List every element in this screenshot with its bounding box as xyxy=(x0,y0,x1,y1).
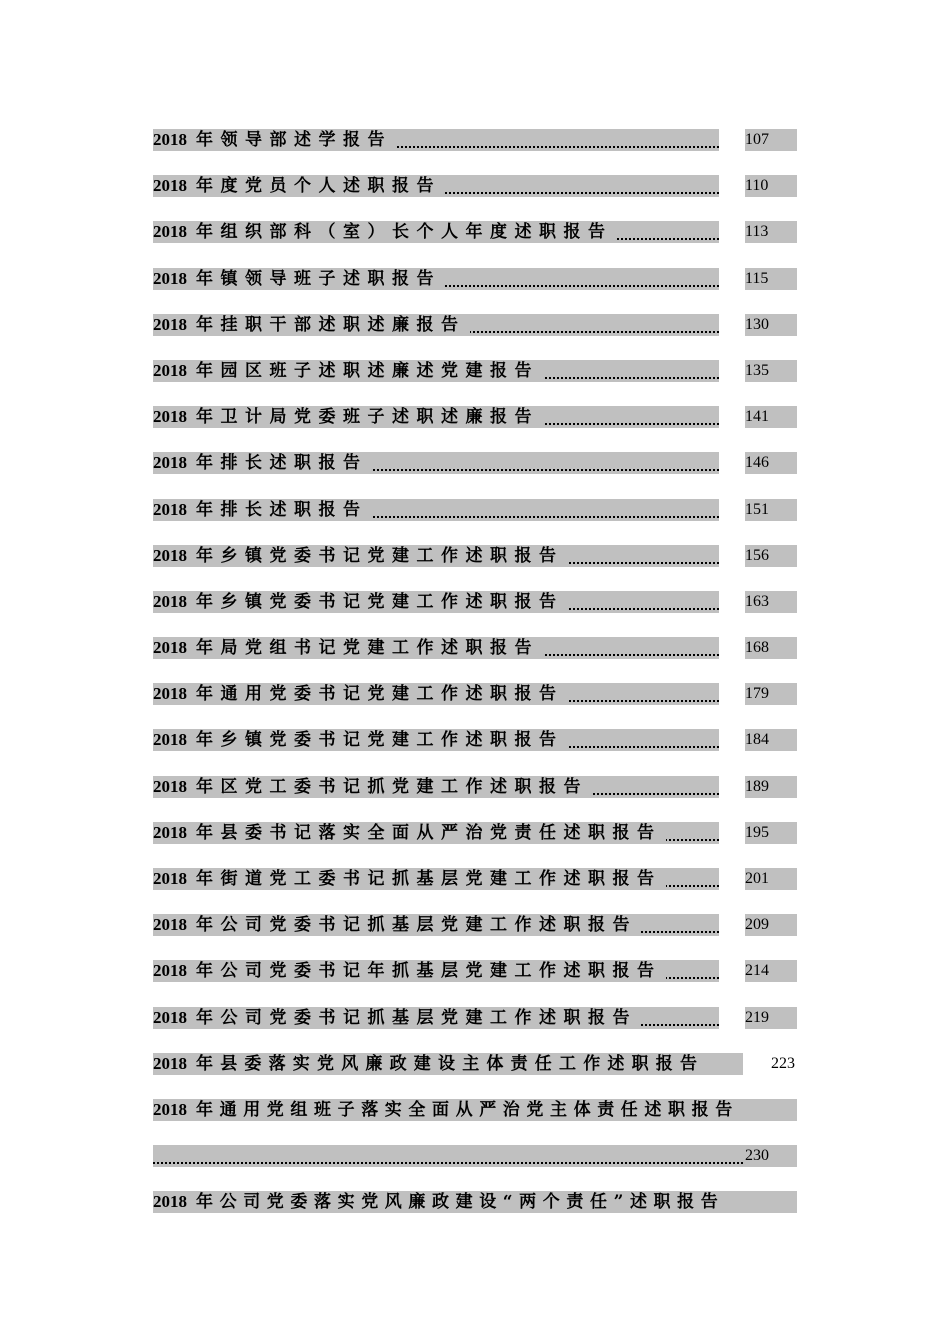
toc-entry-page: 146 xyxy=(745,452,797,474)
toc-entry-title xyxy=(153,129,396,151)
toc-entry-text: 年乡镇党委书记党建工作述职报告 xyxy=(196,730,564,751)
toc-entry-title xyxy=(153,1007,641,1029)
toc-entry-page: 110 xyxy=(745,175,797,197)
toc-entry-text: 年乡镇党委书记党建工作述职报告 xyxy=(196,591,564,612)
toc-entry-year: 2018 xyxy=(153,545,187,565)
toc-entry-page: 219 xyxy=(745,1007,797,1029)
toc-entry[interactable] xyxy=(153,1186,797,1232)
toc-entry-page: 107 xyxy=(745,129,797,151)
table-of-contents xyxy=(153,124,797,1233)
toc-entry[interactable] xyxy=(153,632,797,678)
toc-entry-title xyxy=(153,406,543,428)
toc-entry-text: 年镇领导班子述职报告 xyxy=(196,268,441,289)
toc-entry[interactable] xyxy=(153,1002,797,1048)
toc-entry-text: 年组织部科（室）长个人年度述职报告 xyxy=(196,222,613,243)
toc-leader-dots xyxy=(153,1148,743,1164)
toc-entry-year: 2018 xyxy=(153,222,187,242)
toc-entry-title xyxy=(153,221,617,243)
toc-entry-text: 年卫计局党委班子述职述廉报告 xyxy=(196,407,539,428)
toc-entry-title xyxy=(153,545,568,567)
toc-entry-text: 年区党工委书记抓党建工作述职报告 xyxy=(196,776,588,797)
toc-entry-title xyxy=(153,914,641,936)
toc-entry-text: 年局党组书记党建工作述职报告 xyxy=(196,638,539,659)
toc-entry-page: 184 xyxy=(745,729,797,751)
toc-entry-page: 195 xyxy=(745,822,797,844)
toc-entry-page: 209 xyxy=(745,914,797,936)
toc-entry-text: 年县委落实党风廉政建设主体责任工作述职报告 xyxy=(196,1053,705,1074)
toc-entry-text: 年通用党组班子落实全面从严治党主体责任述职报告 xyxy=(196,1099,739,1120)
toc-entry-year: 2018 xyxy=(153,1192,187,1212)
toc-entry-title xyxy=(153,960,666,982)
toc-entry-text: 年排长述职报告 xyxy=(196,453,368,474)
toc-entry[interactable] xyxy=(153,586,797,632)
toc-entry-page: 115 xyxy=(745,268,797,290)
toc-entry-page: 163 xyxy=(745,591,797,613)
toc-entry-text: 年公司党委书记抓基层党建工作述职报告 xyxy=(196,915,637,936)
toc-entry-title xyxy=(153,729,568,751)
toc-entry-year: 2018 xyxy=(153,314,187,334)
toc-entry-page: 168 xyxy=(745,637,797,659)
toc-entry[interactable] xyxy=(153,540,797,586)
toc-entry-title xyxy=(153,360,543,382)
toc-entry-year: 2018 xyxy=(153,915,187,935)
toc-entry-year: 2018 xyxy=(153,1099,187,1119)
toc-entry-year: 2018 xyxy=(153,453,187,473)
toc-entry-year: 2018 xyxy=(153,360,187,380)
toc-entry-text: 年公司党委书记年抓基层党建工作述职报告 xyxy=(196,961,662,982)
toc-entry-continuation[interactable] xyxy=(153,1140,797,1186)
toc-entry-year: 2018 xyxy=(153,407,187,427)
toc-entry[interactable] xyxy=(153,1094,797,1140)
toc-entry-title xyxy=(153,175,445,197)
toc-entry-year: 2018 xyxy=(153,499,187,519)
toc-entry-title xyxy=(153,776,592,798)
toc-entry-page: 156 xyxy=(745,545,797,567)
toc-entry[interactable] xyxy=(153,263,797,309)
toc-entry-text: 年街道党工委书记抓基层党建工作述职报告 xyxy=(196,869,662,889)
toc-entry-page: 135 xyxy=(745,360,797,382)
toc-entry[interactable] xyxy=(153,678,797,724)
toc-entry-year: 2018 xyxy=(153,822,187,842)
toc-entry-page: 130 xyxy=(745,314,797,336)
toc-entry[interactable] xyxy=(153,216,797,262)
toc-entry-text: 年园区班子述职述廉述党建报告 xyxy=(196,360,539,381)
toc-entry[interactable] xyxy=(153,817,797,863)
toc-entry[interactable] xyxy=(153,771,797,817)
toc-entry-year: 2018 xyxy=(153,1007,187,1027)
toc-entry-title xyxy=(153,1053,743,1075)
toc-entry-title xyxy=(153,499,372,521)
toc-entry-page: 214 xyxy=(745,960,797,982)
toc-entry-text: 年公司党委书记抓基层党建工作述职报告 xyxy=(196,1007,637,1028)
toc-entry-page: 151 xyxy=(745,499,797,521)
toc-entry-page: 201 xyxy=(745,868,797,890)
toc-entry[interactable] xyxy=(153,355,797,401)
toc-entry-year: 2018 xyxy=(153,730,187,750)
toc-entry-text: 年领导部述学报告 xyxy=(196,130,392,150)
toc-entry[interactable] xyxy=(153,863,797,909)
toc-entry-title xyxy=(153,314,470,336)
toc-entry-title xyxy=(153,822,666,844)
toc-entry-title xyxy=(153,637,543,659)
toc-entry-text: 年乡镇党委书记党建工作述职报告 xyxy=(196,545,564,566)
toc-entry-year: 2018 xyxy=(153,591,187,611)
toc-entry-title xyxy=(153,1099,797,1121)
toc-entry-title xyxy=(153,268,445,290)
toc-entry-year: 2018 xyxy=(153,130,187,149)
toc-entry-page: 179 xyxy=(745,683,797,705)
toc-entry[interactable] xyxy=(153,170,797,216)
toc-entry-year: 2018 xyxy=(153,638,187,658)
toc-entry-page: 223 xyxy=(771,1054,795,1072)
toc-entry[interactable] xyxy=(153,401,797,447)
toc-entry-page: 230 xyxy=(745,1147,769,1165)
toc-entry-year: 2018 xyxy=(153,1053,187,1073)
toc-entry-text: 年县委书记落实全面从严治党责任述职报告 xyxy=(196,822,662,843)
toc-entry-page: 141 xyxy=(745,406,797,428)
toc-entry[interactable] xyxy=(153,724,797,770)
toc-entry[interactable] xyxy=(153,955,797,1001)
toc-entry-year: 2018 xyxy=(153,268,187,288)
toc-entry[interactable] xyxy=(153,1048,797,1094)
toc-entry-text: 年通用党委书记党建工作述职报告 xyxy=(196,684,564,705)
toc-entry[interactable] xyxy=(153,909,797,955)
toc-entry-title xyxy=(153,868,666,890)
toc-entry-year: 2018 xyxy=(153,869,187,888)
toc-entry-text: 年挂职干部述职述廉报告 xyxy=(196,314,466,335)
toc-entry[interactable] xyxy=(153,447,797,493)
toc-entry-text: 年度党员个人述职报告 xyxy=(196,176,441,197)
toc-entry-year: 2018 xyxy=(153,176,187,196)
toc-entry-year: 2018 xyxy=(153,776,187,796)
toc-entry[interactable] xyxy=(153,309,797,355)
toc-entry-title xyxy=(153,591,568,613)
toc-entry-text: 年公司党委落实党风廉政建设“两个责任”述职报告 xyxy=(196,1192,725,1213)
toc-entry-year: 2018 xyxy=(153,684,187,704)
toc-entry-title xyxy=(153,1191,797,1213)
toc-entry[interactable] xyxy=(153,494,797,540)
toc-entry-title xyxy=(153,683,568,705)
toc-entry[interactable] xyxy=(153,124,797,170)
toc-entry-title xyxy=(153,452,372,474)
toc-entry-year: 2018 xyxy=(153,961,187,981)
toc-entry-text: 年排长述职报告 xyxy=(196,499,368,520)
toc-entry-page: 113 xyxy=(745,221,797,243)
toc-entry-page: 189 xyxy=(745,776,797,798)
